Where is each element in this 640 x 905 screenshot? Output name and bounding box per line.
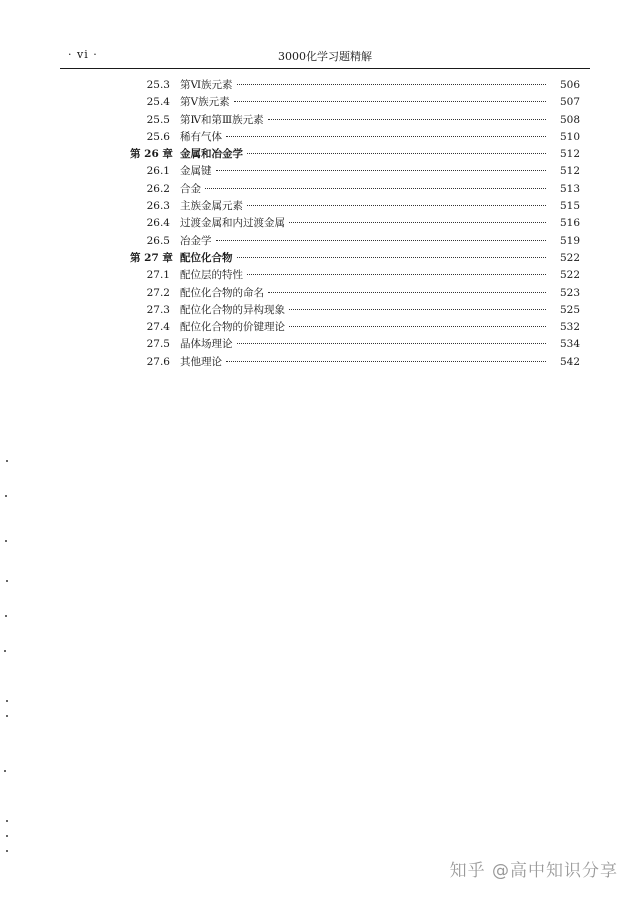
toc-section-row bbox=[128, 319, 580, 336]
toc-page-number: 523 bbox=[559, 286, 580, 299]
toc-page-number: 525 bbox=[559, 303, 580, 316]
toc-title: 配位化合物的命名 bbox=[180, 286, 264, 299]
toc-title: 第Ⅳ和第Ⅲ族元素 bbox=[180, 113, 264, 126]
toc-title: 冶金学 bbox=[180, 234, 212, 247]
scan-speck bbox=[6, 835, 8, 837]
toc-number: 27.3 bbox=[146, 303, 170, 316]
page-header bbox=[60, 42, 590, 69]
dot-leader bbox=[226, 361, 546, 362]
toc-title: 合金 bbox=[180, 182, 201, 195]
toc-title: 金属键 bbox=[180, 165, 212, 178]
toc-page-number: 542 bbox=[559, 355, 580, 368]
toc-section-row bbox=[128, 77, 580, 94]
toc-number: 25.5 bbox=[146, 113, 170, 126]
toc-page-number: 506 bbox=[559, 79, 580, 91]
toc-page-number: 510 bbox=[559, 130, 580, 143]
dot-leader bbox=[289, 326, 546, 327]
toc-section-row bbox=[128, 354, 580, 371]
toc-section-row bbox=[128, 94, 580, 111]
toc-number: 27.2 bbox=[146, 286, 170, 299]
dot-leader bbox=[216, 240, 547, 241]
toc-section-row bbox=[128, 336, 580, 353]
dot-leader bbox=[268, 119, 546, 120]
scan-speck bbox=[6, 820, 8, 822]
dot-leader bbox=[289, 309, 546, 310]
dot-leader bbox=[237, 257, 547, 258]
dot-leader bbox=[247, 205, 546, 206]
toc-page-number: 522 bbox=[559, 269, 580, 282]
toc-number: 27.1 bbox=[146, 269, 170, 282]
toc-page-number: 522 bbox=[559, 251, 580, 264]
scan-speck bbox=[6, 460, 8, 462]
toc-page-number: 513 bbox=[559, 182, 580, 195]
toc-number: 27.5 bbox=[146, 338, 170, 351]
scan-speck bbox=[6, 580, 8, 582]
toc-title: 金属和冶金学 bbox=[180, 148, 243, 161]
toc-number: 26.2 bbox=[146, 182, 170, 195]
page-number: · vi · bbox=[68, 48, 98, 61]
toc-title: 主族金属元素 bbox=[180, 200, 243, 213]
scan-speck bbox=[6, 700, 8, 702]
dot-leader bbox=[226, 136, 546, 137]
scan-speck bbox=[6, 715, 8, 717]
toc-title: 过渡金属和内过渡金属 bbox=[180, 217, 285, 230]
toc-page-number: 516 bbox=[559, 217, 580, 230]
toc-page-number: 515 bbox=[559, 200, 580, 213]
dot-leader bbox=[268, 292, 546, 293]
toc-page-number: 519 bbox=[559, 234, 580, 247]
toc-title: 晶体场理论 bbox=[180, 338, 233, 351]
table-of-contents bbox=[128, 77, 580, 371]
toc-section-row bbox=[128, 285, 580, 302]
scan-speck bbox=[4, 770, 6, 772]
toc-section-row bbox=[128, 112, 580, 129]
toc-title: 稀有气体 bbox=[180, 130, 222, 143]
toc-page-number: 534 bbox=[559, 338, 580, 351]
toc-number: 第 26 章 bbox=[130, 148, 173, 161]
toc-page-number: 512 bbox=[559, 165, 580, 178]
scan-speck bbox=[5, 540, 7, 542]
dot-leader bbox=[237, 84, 546, 85]
toc-number: 25.6 bbox=[146, 130, 170, 143]
toc-section-row bbox=[128, 267, 580, 284]
toc-title: 配位层的特性 bbox=[180, 269, 243, 282]
dot-leader bbox=[247, 153, 546, 154]
toc-page-number: 512 bbox=[559, 148, 580, 161]
dot-leader bbox=[205, 188, 546, 189]
toc-title: 第Ⅵ族元素 bbox=[180, 79, 233, 91]
scan-speck bbox=[4, 650, 6, 652]
toc-page-number: 508 bbox=[559, 113, 580, 126]
scan-speck bbox=[6, 850, 8, 852]
toc-page-number: 507 bbox=[559, 96, 580, 109]
toc-number: 27.6 bbox=[146, 355, 170, 368]
toc-chapter-row bbox=[128, 250, 580, 267]
toc-number: 25.4 bbox=[146, 96, 170, 109]
dot-leader bbox=[216, 170, 547, 171]
scan-speck bbox=[5, 495, 7, 497]
toc-section-row bbox=[128, 181, 580, 198]
dot-leader bbox=[237, 343, 547, 344]
scan-specks bbox=[4, 440, 18, 880]
toc-page-number: 532 bbox=[559, 321, 580, 334]
toc-chapter-row bbox=[128, 146, 580, 163]
toc-title: 第Ⅴ族元素 bbox=[180, 96, 230, 109]
toc-number: 27.4 bbox=[146, 321, 170, 334]
toc-section-row bbox=[128, 163, 580, 180]
toc-section-row bbox=[128, 129, 580, 146]
book-title: 3000化学习题精解 bbox=[278, 50, 372, 63]
toc-number: 第 27 章 bbox=[130, 251, 173, 264]
watermark: 知乎 @高中知识分享 bbox=[449, 861, 618, 881]
toc-number: 26.3 bbox=[146, 200, 170, 213]
toc-number: 25.3 bbox=[146, 79, 170, 91]
dot-leader bbox=[289, 222, 546, 223]
toc-title: 配位化合物 bbox=[180, 251, 233, 264]
toc-title: 配位化合物的价键理论 bbox=[180, 321, 285, 334]
toc-section-row bbox=[128, 198, 580, 215]
dot-leader bbox=[234, 101, 546, 102]
toc-number: 26.1 bbox=[146, 165, 170, 178]
toc-section-row bbox=[128, 233, 580, 250]
toc-title: 配位化合物的异构现象 bbox=[180, 303, 285, 316]
toc-section-row bbox=[128, 215, 580, 232]
toc-title: 其他理论 bbox=[180, 355, 222, 368]
toc-section-row bbox=[128, 302, 580, 319]
toc-number: 26.4 bbox=[146, 217, 170, 230]
dot-leader bbox=[247, 274, 546, 275]
scan-speck bbox=[5, 615, 7, 617]
toc-number: 26.5 bbox=[146, 234, 170, 247]
